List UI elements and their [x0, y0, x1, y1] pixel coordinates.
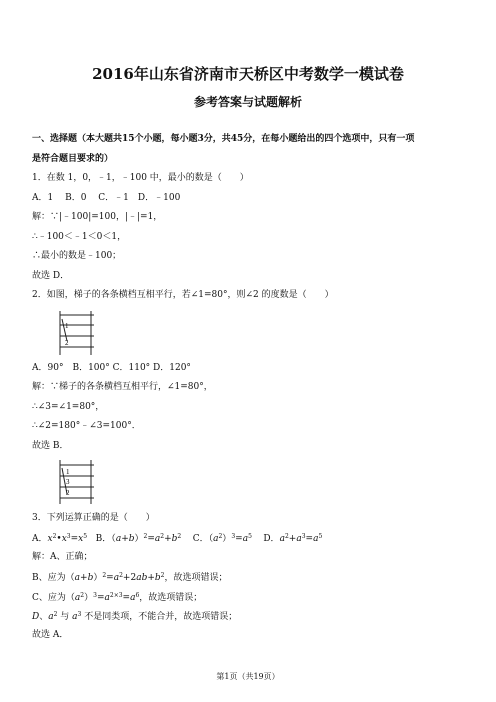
q2-answer: 故选 B．	[32, 441, 69, 451]
q2-options: A．90° B．100° C．110° D．120°	[32, 363, 191, 373]
q3-option-c: $(a^2)^3=a^5$	[208, 533, 252, 544]
page-footer: 第1页（共19页）	[216, 672, 280, 681]
q3-option-b-label: B．	[95, 534, 112, 544]
q2-solution-line-3: ∴∠2=180°﹣∠3=100°．	[32, 421, 141, 431]
q1-answer: 故选 D．	[32, 271, 70, 281]
ladder-figure-1	[56, 309, 98, 357]
q3-stem: 3．下列运算正确的是（ ）	[32, 513, 155, 523]
fig2-label-3: 3	[66, 478, 70, 486]
q3-option-d: $a^2+a^3=a^5$	[279, 533, 323, 544]
q3-solution-c: C、应为$(a^2)^3=a^{2\times 3}=a^6$，故选项错误；	[32, 592, 203, 603]
q2-solution-line-2: ∴∠3=∠1=80°，	[32, 402, 105, 412]
section-header: 一、选择题（本大题共15个小题，每小题3分，共45分，在每小题给出的四个选项中，只有一项	[32, 134, 415, 144]
fig1-label-2: 2	[65, 339, 69, 347]
q1-solution-line-1: 解：∵|﹣100|=100，|﹣|=1，	[32, 212, 163, 222]
page-title: 2016年山东省济南市天桥区中考数学一模试卷	[92, 65, 404, 83]
q2-stem: 2．如图，梯子的各条横档互相平行，若∠1=80°，则∠2 的度数是（ ）	[32, 290, 334, 300]
fig2-label-1: 1	[66, 468, 70, 476]
q3-option-a: $x^2•x^3=x^5$	[47, 533, 88, 544]
ladder-figure-2	[56, 458, 98, 506]
q3-solution-a: 解：A、正确；	[32, 552, 93, 562]
q3-option-d-label: D．	[263, 534, 280, 544]
fig2-label-2: 2	[66, 489, 70, 497]
q1-options: A．1 B．0 C．﹣1 D．﹣100	[32, 193, 181, 203]
q3-option-a-label: A．	[32, 534, 48, 544]
fig1-label-1: 1	[65, 322, 69, 330]
q1-solution-line-3: ∴最小的数是﹣100；	[32, 251, 122, 261]
q1-solution-line-2: ∴﹣100＜﹣1＜0＜1，	[32, 232, 127, 242]
section-header-cont: 是符合题目要求的）	[32, 154, 114, 164]
q3-answer: 故选 A．	[32, 630, 69, 640]
q3-solution-b: B、应为$(a+b)^2=a^2+2ab+b^2$，故选项错误；	[32, 572, 228, 583]
q3-solution-d: D、$a^2$ 与 $a^3$ 不是同类项，不能合并，故选项错误；	[32, 611, 238, 622]
q3-option-b: $(a+b)^2=a^2+b^2$	[111, 533, 182, 544]
q1-stem: 1．在数 1，0，﹣1，﹣100 中，最小的数是（ ）	[32, 173, 249, 183]
q2-solution-line-1: 解：∵梯子的各条横档互相平行，∠1=80°，	[32, 382, 213, 392]
q3-option-c-label: C．	[192, 534, 209, 544]
page-subtitle: 参考答案与试题解析	[193, 95, 302, 109]
q3-options	[32, 531, 322, 545]
